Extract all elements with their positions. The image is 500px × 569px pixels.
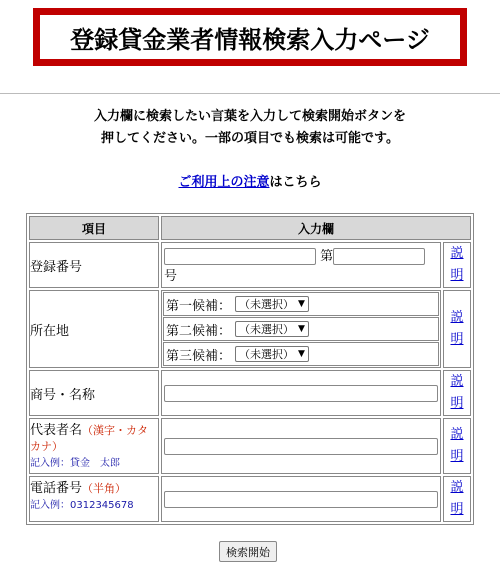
telephone-label-cell — [29, 476, 159, 522]
address-cell — [161, 290, 441, 368]
registration-number-cell — [161, 242, 441, 288]
page-title-banner — [33, 8, 467, 66]
label-representative: 代表者名 — [30, 423, 83, 438]
address-choice-1-value: （未選択） — [239, 298, 295, 311]
page-title: 登録貸金業者情報検索入力ページ — [38, 13, 462, 61]
address-choice-1-label: 第一候補： — [166, 298, 232, 314]
help-registration-number[interactable] — [443, 242, 471, 288]
help-link-5a[interactable]: 説 — [450, 480, 464, 495]
telephone-hint: （半角） — [82, 482, 127, 495]
registration-mid-label: 第 — [320, 249, 334, 264]
help-link-1b[interactable]: 明 — [450, 268, 464, 283]
help-link-5b[interactable]: 明 — [450, 502, 464, 517]
chevron-down-icon: ▼ — [298, 349, 305, 359]
header-item: 項目 — [29, 216, 159, 240]
representative-example: 記入例：貸金 太郎 — [30, 458, 120, 469]
address-choice-2-select[interactable] — [235, 321, 309, 337]
address-choice-3 — [163, 342, 439, 366]
representative-field[interactable] — [164, 438, 438, 455]
divider — [0, 93, 500, 94]
address-choice-2-value: （未選択） — [239, 323, 295, 336]
help-link-1a[interactable]: 説 — [450, 246, 464, 261]
address-choice-1-select[interactable] — [235, 296, 309, 312]
instructions-line-1: 入力欄に検索したい言葉を入力して検索開始ボタンを — [93, 109, 406, 124]
help-link-2b[interactable]: 明 — [450, 332, 464, 347]
help-link-4b[interactable]: 明 — [450, 449, 464, 464]
telephone-cell — [161, 476, 441, 522]
representative-cell — [161, 418, 441, 474]
usage-notice — [0, 171, 500, 190]
help-telephone[interactable] — [443, 476, 471, 522]
address-choice-1 — [163, 292, 439, 316]
help-representative[interactable] — [443, 418, 471, 474]
address-choice-2-label: 第二候補： — [166, 323, 232, 339]
label-address: 所在地 — [29, 290, 159, 368]
header-input: 入力欄 — [161, 216, 471, 240]
help-link-2a[interactable]: 説 — [450, 310, 464, 325]
representative-hint: （漢字・カタカナ） — [30, 424, 149, 453]
usage-notice-link[interactable]: ご利用上の注意 — [178, 175, 270, 190]
label-trade-name: 商号・名称 — [29, 370, 159, 416]
trade-name-cell — [161, 370, 441, 416]
search-form-table — [26, 213, 474, 525]
address-choice-2 — [163, 317, 439, 341]
registration-number-field[interactable] — [333, 248, 425, 265]
telephone-example: 記入例：0312345678 — [30, 500, 134, 511]
address-choice-3-value: （未選択） — [239, 348, 295, 361]
search-button[interactable]: 検索開始 — [219, 541, 277, 562]
chevron-down-icon: ▼ — [298, 324, 305, 334]
help-link-3a[interactable]: 説 — [450, 374, 464, 389]
help-link-4a[interactable]: 説 — [450, 427, 464, 442]
chevron-down-icon: ▼ — [298, 299, 305, 309]
trade-name-field[interactable] — [164, 385, 438, 402]
usage-notice-suffix: はこちら — [269, 175, 322, 190]
instructions — [0, 106, 500, 150]
address-choice-3-label: 第三候補： — [166, 348, 232, 364]
label-registration-number: 登録番号 — [29, 242, 159, 288]
address-choice-3-select[interactable] — [235, 346, 309, 362]
label-telephone: 電話番号 — [30, 481, 83, 496]
instructions-line-2: 押してください。一部の項目でも検索は可能です。 — [101, 131, 399, 146]
representative-label-cell — [29, 418, 159, 474]
registration-suffix-label: 号 — [164, 269, 178, 284]
help-address[interactable] — [443, 290, 471, 368]
registration-number-prefix-field[interactable] — [164, 248, 316, 265]
help-trade-name[interactable] — [443, 370, 471, 416]
telephone-field[interactable] — [164, 491, 438, 508]
help-link-3b[interactable]: 明 — [450, 396, 464, 411]
